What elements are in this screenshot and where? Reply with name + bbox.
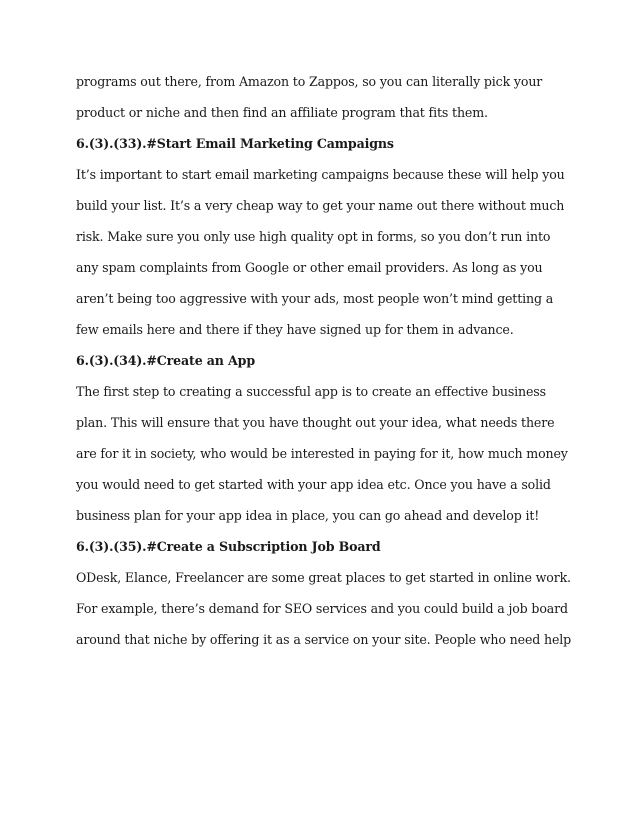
paragraph-create-app [76,382,566,537]
section-heading-job-board: 6.(3).(35).#Create a Subscription Job Board [76,539,381,554]
paragraph-job-board [76,568,572,661]
text-line: plan. This will ensure that you have thought out your idea, what needs there [76,415,555,430]
text-line: are for it in society, who would be interested in paying for it, how much money [76,446,568,461]
text-line: you would need to get started with your app idea etc. Once you have a solid [76,477,551,492]
paragraph-affiliate-programs [76,72,566,134]
text-line: It’s important to start email marketing campaigns because these will help you [76,167,565,182]
section-heading-create-app: 6.(3).(34).#Create an App [76,353,255,368]
text-line: aren’t being too aggressive with your ads, most people won’t mind getting a [76,291,554,306]
text-line: around that niche by offering it as a service on your site. People who need help [76,632,572,647]
text-line: product or niche and then find an affiliate program that fits them. [76,105,488,120]
text-line: build your list. It’s a very cheap way to get your name out there without much [76,198,565,213]
section-heading-email-marketing: 6.(3).(33).#Start Email Marketing Campaigns [76,136,394,151]
document-page [76,72,572,661]
text-line: The first step to creating a successful app is to create an effective business [76,384,546,399]
text-line: risk. Make sure you only use high quality opt in forms, so you don’t run into [76,229,551,244]
text-line: business plan for your app idea in place, you can go ahead and develop it! [76,508,540,523]
text-line: few emails here and there if they have signed up for them in advance. [76,322,514,337]
text-line: ODesk, Elance, Freelancer are some great places to get started in online work. [76,570,571,585]
paragraph-email-marketing [76,165,566,351]
text-line: For example, there’s demand for SEO services and you could build a job board [76,601,568,616]
text-line: any spam complaints from Google or other email providers. As long as you [76,260,543,275]
text-line: programs out there, from Amazon to Zappos, so you can literally pick your [76,74,543,89]
